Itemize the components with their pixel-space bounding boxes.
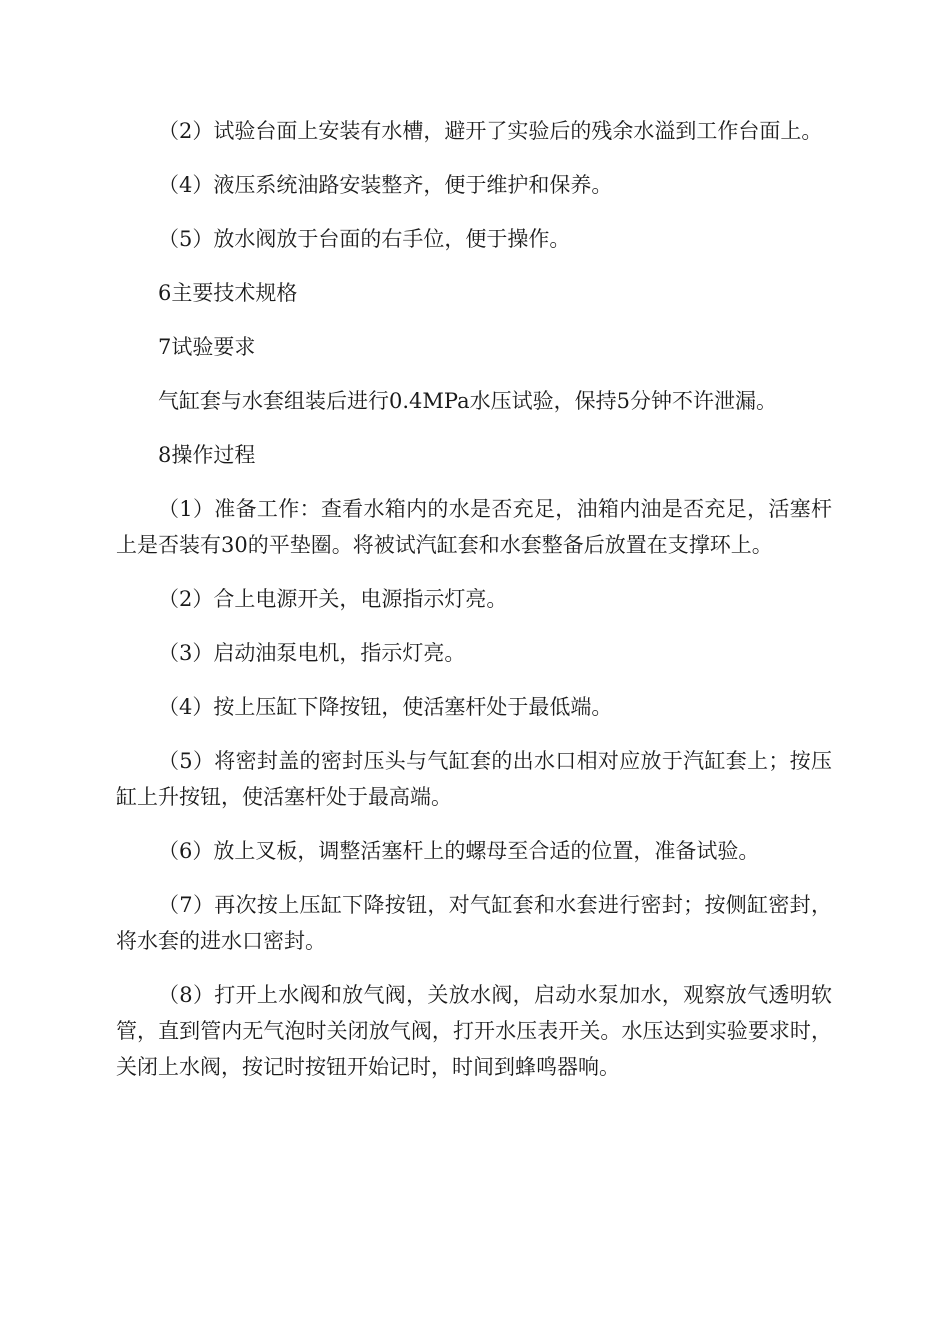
paragraph-step-5-seal-cover: （5）将密封盖的密封压头与气缸套的出水口相对应放于汽缸套上；按压缸上升按钮，使活塞杆处于最高端。 <box>116 749 832 809</box>
paragraph-step-1-preparation: （1）准备工作：查看水箱内的水是否充足，油箱内油是否充足，活塞杆上是否装有30的平垫圈。将被试汽缸套和水套整备后放置在支撑环上。 <box>116 497 832 557</box>
paragraph-sink-install: （2）试验台面上安装有水槽，避开了实验后的残余水溢到工作台面上。 <box>158 119 823 143</box>
section-heading-operation-process: 8操作过程 <box>158 443 256 467</box>
paragraph-step-7-seal: （7）再次按上压缸下降按钮，对气缸套和水套进行密封；按侧缸密封，将水套的进水口密封。 <box>116 893 832 953</box>
section-heading-test-requirements: 7试验要求 <box>158 335 256 359</box>
section-heading-specs: 6主要技术规格 <box>158 281 298 305</box>
paragraph-step-4-lower: （4）按上压缸下降按钮，使活塞杆处于最低端。 <box>158 695 613 719</box>
paragraph-step-6-fork-plate: （6）放上叉板，调整活塞杆上的螺母至合适的位置，准备试验。 <box>158 839 760 863</box>
paragraph-drain-valve: （5）放水阀放于台面的右手位，便于操作。 <box>158 227 571 251</box>
paragraph-step-3-pump: （3）启动油泵电机，指示灯亮。 <box>158 641 466 665</box>
paragraph-step-2-power: （2）合上电源开关，电源指示灯亮。 <box>158 587 508 611</box>
paragraph-pressure-test: 气缸套与水套组装后进行0.4MPa水压试验，保持5分钟不许泄漏。 <box>158 389 777 413</box>
document-page <box>116 113 832 1103</box>
paragraph-step-8-water-fill: （8）打开上水阀和放气阀，关放水阀，启动水泵加水，观察放气透明软管，直到管内无气泡时关闭放气阀，打开水压表开关。水压达到实验要求时，关闭上水阀，按记时按钮开始记时，时间到蜂鸣器响。 <box>116 983 832 1079</box>
paragraph-hydraulic-oil-circuit: （4）液压系统油路安装整齐，便于维护和保养。 <box>158 173 613 197</box>
